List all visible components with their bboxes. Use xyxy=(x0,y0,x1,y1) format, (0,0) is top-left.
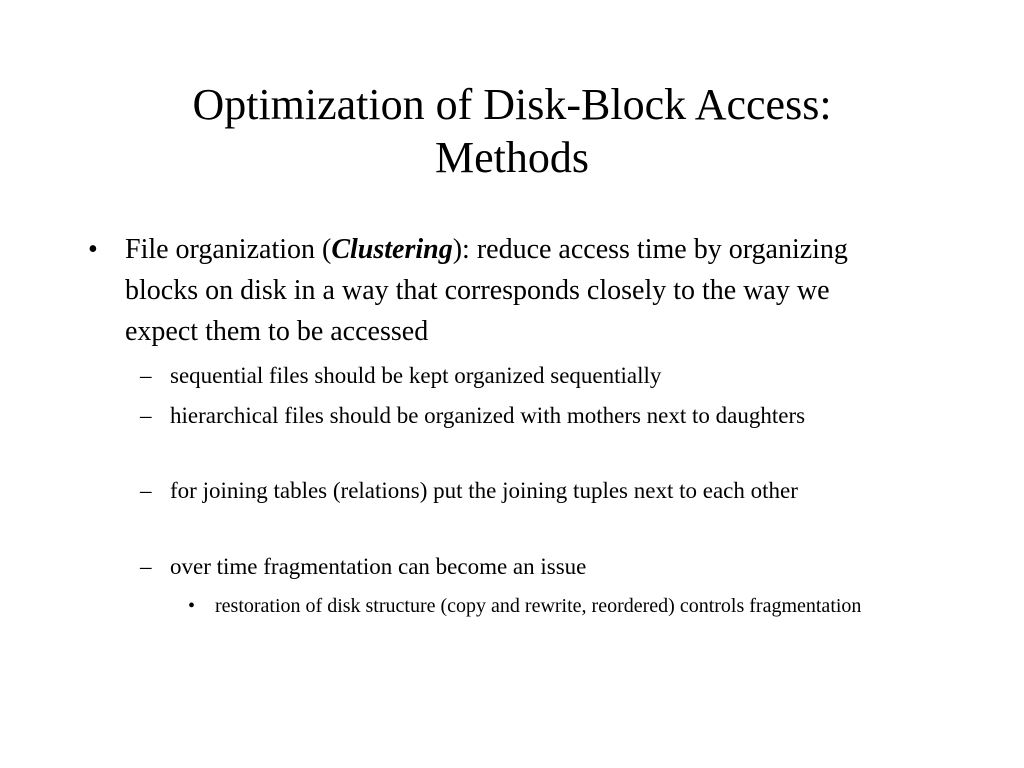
sub-bullet-item: over time fragmentation can become an issue xyxy=(170,554,587,579)
sub-sub-bullet-marker: • xyxy=(188,595,196,617)
sub-bullet-marker: – xyxy=(140,363,152,388)
slide-title-line-2: Methods xyxy=(435,133,589,182)
bullet-emphasis: Clustering xyxy=(331,234,453,265)
sub-bullet-marker: – xyxy=(140,554,152,579)
sub-bullet-item: hierarchical files should be organized with mothers next to daughters xyxy=(170,403,806,428)
slide-title-line-1: Optimization of Disk-Block Access: xyxy=(192,80,832,129)
sub-sub-bullet-item: restoration of disk structure (copy and rewrite, reordered) controls fragmentation xyxy=(215,595,862,617)
sub-bullet-marker: – xyxy=(140,478,152,503)
bullet-text-after: ): reduce access time by organizing blocks on disk in a way that corresponds closely to the way we expect them to be accessed xyxy=(125,234,848,347)
sub-bullet-item: sequential files should be kept organized sequentially xyxy=(170,363,662,388)
sub-bullet-marker: – xyxy=(140,403,152,428)
sub-bullet-item: for joining tables (relations) put the joining tuples next to each other xyxy=(170,478,798,503)
bullet-marker: • xyxy=(88,234,98,265)
bullet-item xyxy=(125,229,885,352)
bullet-text-before: File organization ( xyxy=(125,234,332,265)
